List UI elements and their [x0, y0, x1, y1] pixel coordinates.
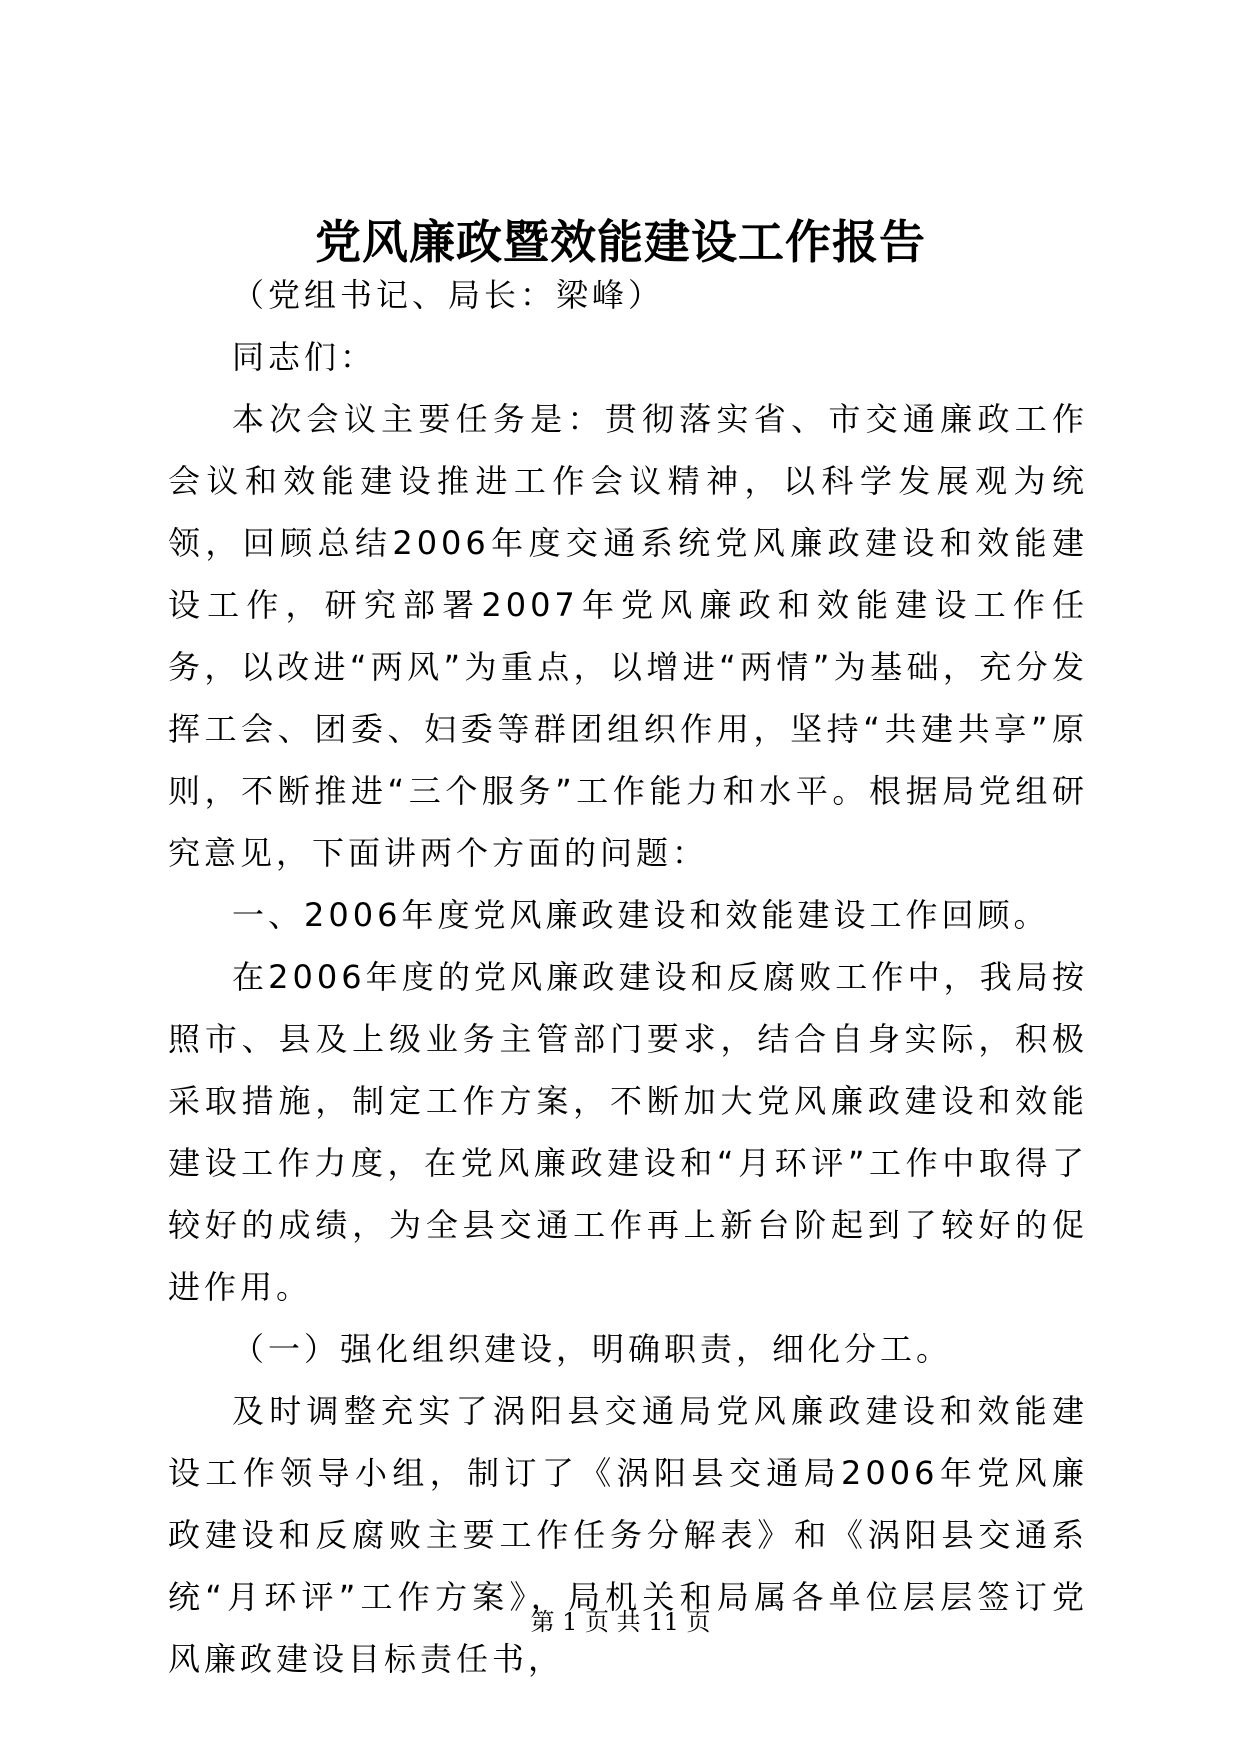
document-title: 党风廉政暨效能建设工作报告: [315, 215, 926, 269]
paragraph-review: 在2006年度的党风廉政建设和反腐败工作中，我局按照市、县及上级业务主管部门要求，结合自身实际，积极采取措施，制定工作方案，不断加大党风廉政建设和效能建设工作力度，在党风廉政建设和“月环评”工作中取得了较好的成绩，为全县交通工作再上新台阶起到了较好的促进作用。: [168, 958, 1088, 1306]
section-heading-review: 一、2006年度党风廉政建设和效能建设工作回顾。: [232, 896, 1050, 934]
paragraph-intro: 本次会议主要任务是：贯彻落实省、市交通廉政工作会议和效能建设推进工作会议精神，以科学发展观为统领，回顾总结2006年度交通系统党风廉政建设和效能建设工作，研究部署2007年党风廉政和效能建设工作任务，以改进“两风”为重点，以增进“两情”为基础，充分发挥工会、团委、妇委等群团组织作用，坚持“共建共享”原则，不断推进“三个服务”工作能力和水平。根据局党组研究意见，下面讲两个方面的问题：: [168, 400, 1088, 872]
byline: （党组书记、局长：梁峰）: [232, 276, 665, 314]
subsection-heading-organization: （一）强化组织建设，明确职责，细化分工。: [232, 1330, 953, 1368]
salutation: 同志们：: [232, 338, 377, 376]
paragraph-organization: 及时调整充实了涡阳县交通局党风廉政建设和效能建设工作领导小组，制订了《涡阳县交通局2006年党风廉政建设和反腐败主要工作任务分解表》和《涡阳县交通系统“月环评”工作方案》，局机关和局属各单位层层签订党风廉政建设目标责任书，: [168, 1392, 1088, 1678]
page-footer: 第 1 页 共 11 页: [530, 1608, 711, 1636]
document-body: [168, 264, 1088, 1690]
